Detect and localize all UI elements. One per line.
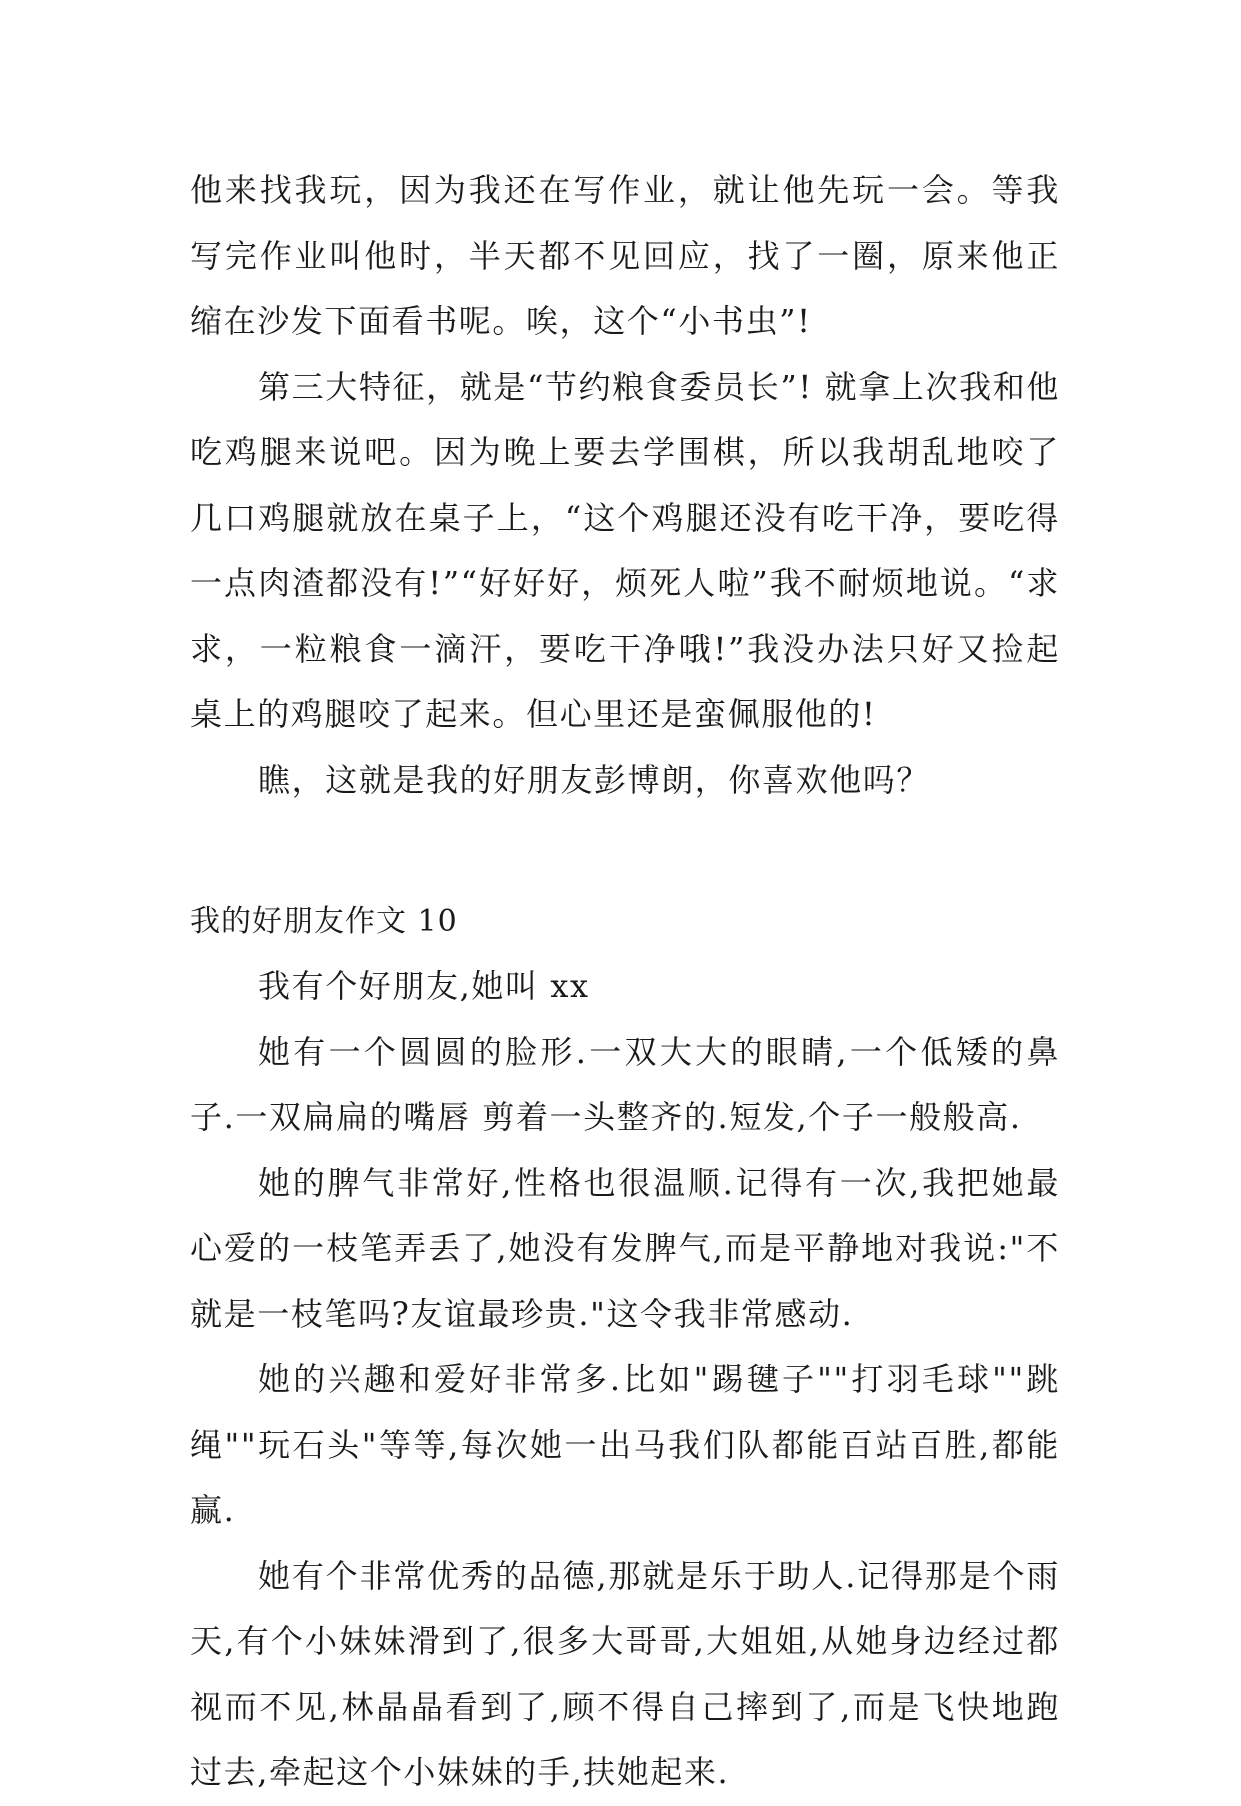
section-spacer (190, 813, 1060, 889)
paragraph-virtue: 她有个非常优秀的品德,那就是乐于助人.记得那是个雨天,有个小妹妹滑到了,很多大哥哥,大姐姐,从她身边经过都视而不见,林晶晶看到了,顾不得自己摔到了,而是飞快地跑过去,牵起这个小妹妹的手,扶她起来. (190, 1556, 1060, 1791)
paragraph-appearance: 她有一个圆圆的脸形.一双大大的眼睛,一个低矮的鼻子.一双扁扁的嘴唇 剪着一头整齐的.短发,个子一般般高. (190, 1032, 1060, 1136)
paragraph-temper: 她的脾气非常好,性格也很温顺.记得有一次,我把她最心爱的一枝笔弄丢了,她没有发脾气,而是平静地对我说:"不就是一枝笔吗?友谊最珍贵."这令我非常感动. (190, 1163, 1060, 1333)
paragraph-third-trait: 第三大特征，就是“节约粮食委员长”! 就拿上次我和他吃鸡腿来说吧。因为晚上要去学围棋，所以我胡乱地咬了几口鸡腿就放在桌子上，“这个鸡腿还没有吃干净，要吃得一点肉渣都没有!”“好好好，烦死人啦”我不耐烦地说。“求求，一粒粮食一滴汗，要吃干净哦!”我没办法只好又捡起桌上的鸡腿咬了起来。但心里还是蛮佩服他的! (190, 367, 1060, 733)
paragraph-hobbies: 她的兴趣和爱好非常多.比如"踢毽子""打羽毛球""跳绳""玩石头"等等,每次她一出马我们队都能百站百胜,都能赢. (190, 1360, 1060, 1529)
section-title: 我的好朋友作文 10 (190, 904, 458, 939)
paragraph-intro: 我有个好朋友,她叫 xx (258, 967, 590, 1005)
paragraph-closing: 瞧，这就是我的好朋友彭博朗，你喜欢他吗？ (258, 760, 931, 799)
paragraph-continuation: 他来找我玩，因为我还在写作业，就让他先玩一会。等我写完作业叫他时，半天都不见回应，找了一圈，原来他正缩在沙发下面看书呢。唉，这个“小书虫”! (190, 171, 1060, 340)
document-body (190, 158, 1060, 1806)
